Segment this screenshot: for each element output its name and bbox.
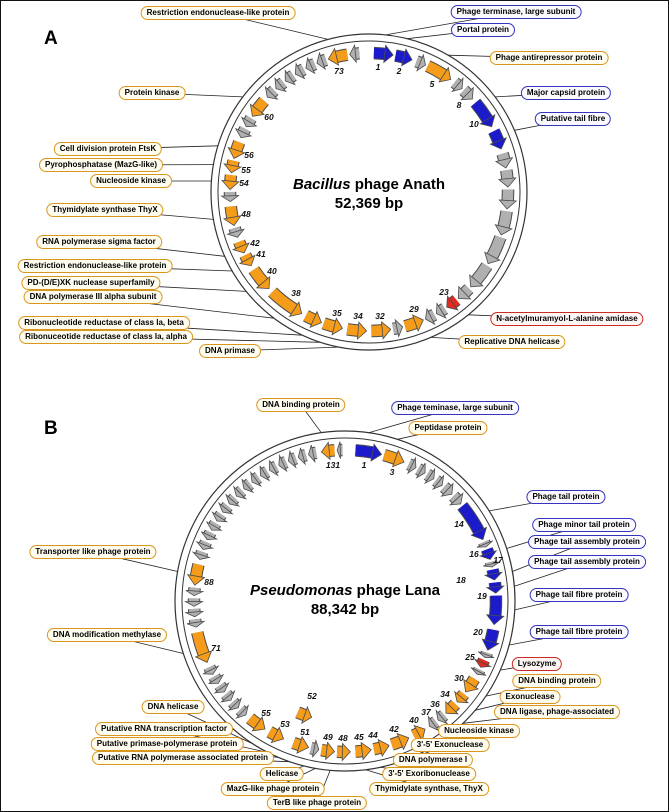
gene-label: Phage teminase, large subunit xyxy=(391,401,519,415)
gene-label: Cell division protein FtsK xyxy=(54,142,162,156)
gene-number: 14 xyxy=(454,519,464,529)
gene-number: 41 xyxy=(256,249,266,259)
gene-number: 18 xyxy=(456,575,466,585)
gene-label: DNA binding protein xyxy=(256,398,345,412)
gene-label: Phage tail assembly protein xyxy=(528,555,646,569)
gene-label: 3'-5' Exonuclease xyxy=(411,738,490,752)
gene-number: 17 xyxy=(493,555,503,565)
gene-label: Restriction endonuclease-like protein xyxy=(141,6,296,20)
gene-number: 38 xyxy=(291,288,301,298)
gene-label: Exonuclease xyxy=(500,690,561,704)
gene-label: Lysozyme xyxy=(512,657,562,671)
panel-b-letter: B xyxy=(44,418,58,439)
gene-label: Protein kinase xyxy=(119,86,186,100)
gene-number: 54 xyxy=(239,178,249,188)
gene-label: Major capsid protein xyxy=(521,86,611,100)
gene-number: 131 xyxy=(325,460,341,470)
gene-number: 19 xyxy=(477,591,487,601)
gene-label: Phage tail assembly protein xyxy=(528,535,646,549)
gene-number: 60 xyxy=(264,112,274,122)
gene-number: 51 xyxy=(300,727,310,737)
gene-number: 10 xyxy=(469,119,479,129)
gene-number: 34 xyxy=(440,689,450,699)
panel-a-organism-name: Bacillus xyxy=(293,176,351,193)
gene-number: 20 xyxy=(473,627,483,637)
panel-a-genome-size: 52,369 bp xyxy=(334,195,404,212)
gene-label: Phage minor tail protein xyxy=(532,518,636,532)
panel-b-genome-size: 88,342 bp xyxy=(310,601,380,618)
gene-number: 30 xyxy=(454,673,464,683)
gene-label: RNA polymerase sigma factor xyxy=(36,235,162,249)
gene-number: 35 xyxy=(332,308,342,318)
gene-label: 3'-5' Exoribonuclease xyxy=(382,767,476,781)
gene-number: 55 xyxy=(261,708,271,718)
gene-label: Pyrophosphatase (MazG-like) xyxy=(39,158,163,172)
gene-number: 73 xyxy=(334,66,344,76)
gene-number: 29 xyxy=(409,304,419,314)
gene-label: Phage tail protein xyxy=(526,490,605,504)
gene-number: 56 xyxy=(244,150,254,160)
gene-label: Nucleoside kinase xyxy=(90,174,172,188)
gene-label: DNA polymerase I xyxy=(393,753,473,767)
gene-label: Portal protein xyxy=(451,23,515,37)
gene-number: 5 xyxy=(429,79,435,89)
panel-a-title-rest: phage Anath xyxy=(350,176,445,193)
gene-label: DNA modification methylase xyxy=(47,628,167,642)
gene-number: 40 xyxy=(267,266,277,276)
gene-number: 37 xyxy=(421,707,431,717)
gene-number: 48 xyxy=(241,209,251,219)
gene-label: Phage terminase, large subunit xyxy=(451,5,582,19)
gene-label: Putative RNA transcription factor xyxy=(95,722,233,736)
gene-label: Ribonuceotide reductase of class Ia, alpha xyxy=(19,330,193,344)
gene-number: 2 xyxy=(396,66,402,76)
gene-label: Putative tail fibre xyxy=(535,112,611,126)
gene-label: Thymidylate synthase, ThyX xyxy=(369,782,489,796)
gene-number: 42 xyxy=(250,238,260,248)
gene-label: PD-(D/E)XK nuclease superfamily xyxy=(21,276,160,290)
gene-number: 1 xyxy=(375,62,381,72)
gene-label: DNA binding protein xyxy=(512,674,601,688)
gene-number: 32 xyxy=(375,311,385,321)
gene-label: Putative RNA polymerase associated protein xyxy=(92,751,274,765)
gene-number: 25 xyxy=(465,652,475,662)
gene-number: 23 xyxy=(439,287,449,297)
gene-label: DNA helicase xyxy=(142,700,205,714)
panel-a-center-title xyxy=(293,176,445,212)
gene-label: Peptidase protein xyxy=(408,421,487,435)
panel-a-letter: A xyxy=(44,28,58,49)
gene-number: 8 xyxy=(456,100,462,110)
gene-number: 49 xyxy=(323,732,333,742)
gene-label: Thymidylate synthase ThyX xyxy=(46,203,163,217)
gene-label: Nucleoside kinase xyxy=(438,724,520,738)
gene-number: 55 xyxy=(241,165,251,175)
gene-number: 44 xyxy=(368,730,378,740)
gene-label: TerB like phage protein xyxy=(267,796,367,810)
gene-label: DNA ligase, phage-associated xyxy=(494,705,620,719)
gene-label: MazG-like phage protein xyxy=(221,782,325,796)
gene-number: 71 xyxy=(211,643,221,653)
gene-number: 48 xyxy=(338,733,348,743)
gene-number: 53 xyxy=(280,719,290,729)
gene-number: 42 xyxy=(389,724,399,734)
gene-number: 45 xyxy=(354,732,364,742)
gene-label: Phage tail fibre protein xyxy=(530,588,629,602)
gene-label: DNA primase xyxy=(199,344,261,358)
gene-number: 88 xyxy=(204,577,214,587)
gene-number: 16 xyxy=(469,549,479,559)
gene-label: Helicase xyxy=(260,767,304,781)
gene-label: Replicative DNA helicase xyxy=(458,335,565,349)
gene-label: DNA polymerase III alpha subunit xyxy=(24,290,163,304)
gene-label: Ribonucleotide reductase of class Ia, beta xyxy=(18,316,190,330)
gene-label: Putative primase-polymerase protein xyxy=(91,737,244,751)
panel-b-center-title xyxy=(250,582,440,618)
gene-number: 3 xyxy=(389,467,395,477)
gene-number: 40 xyxy=(409,715,419,725)
gene-label: N-acetylmuramyol-L-alanine amidase xyxy=(490,312,643,326)
gene-number: 36 xyxy=(430,699,440,709)
panel-b-title-rest: phage Lana xyxy=(352,582,441,599)
gene-number: 52 xyxy=(307,691,317,701)
gene-label: Phage tail fibre protein xyxy=(530,625,629,639)
panel-b-organism-name: Pseudomonas xyxy=(249,582,353,599)
gene-number: 34 xyxy=(353,311,363,321)
gene-label: Phage antirepressor protein xyxy=(490,51,609,65)
gene-label: Transporter like phage protein xyxy=(29,545,156,559)
gene-number: 1 xyxy=(361,460,367,470)
gene-label: Restriction endonuclease-like protein xyxy=(18,259,173,273)
